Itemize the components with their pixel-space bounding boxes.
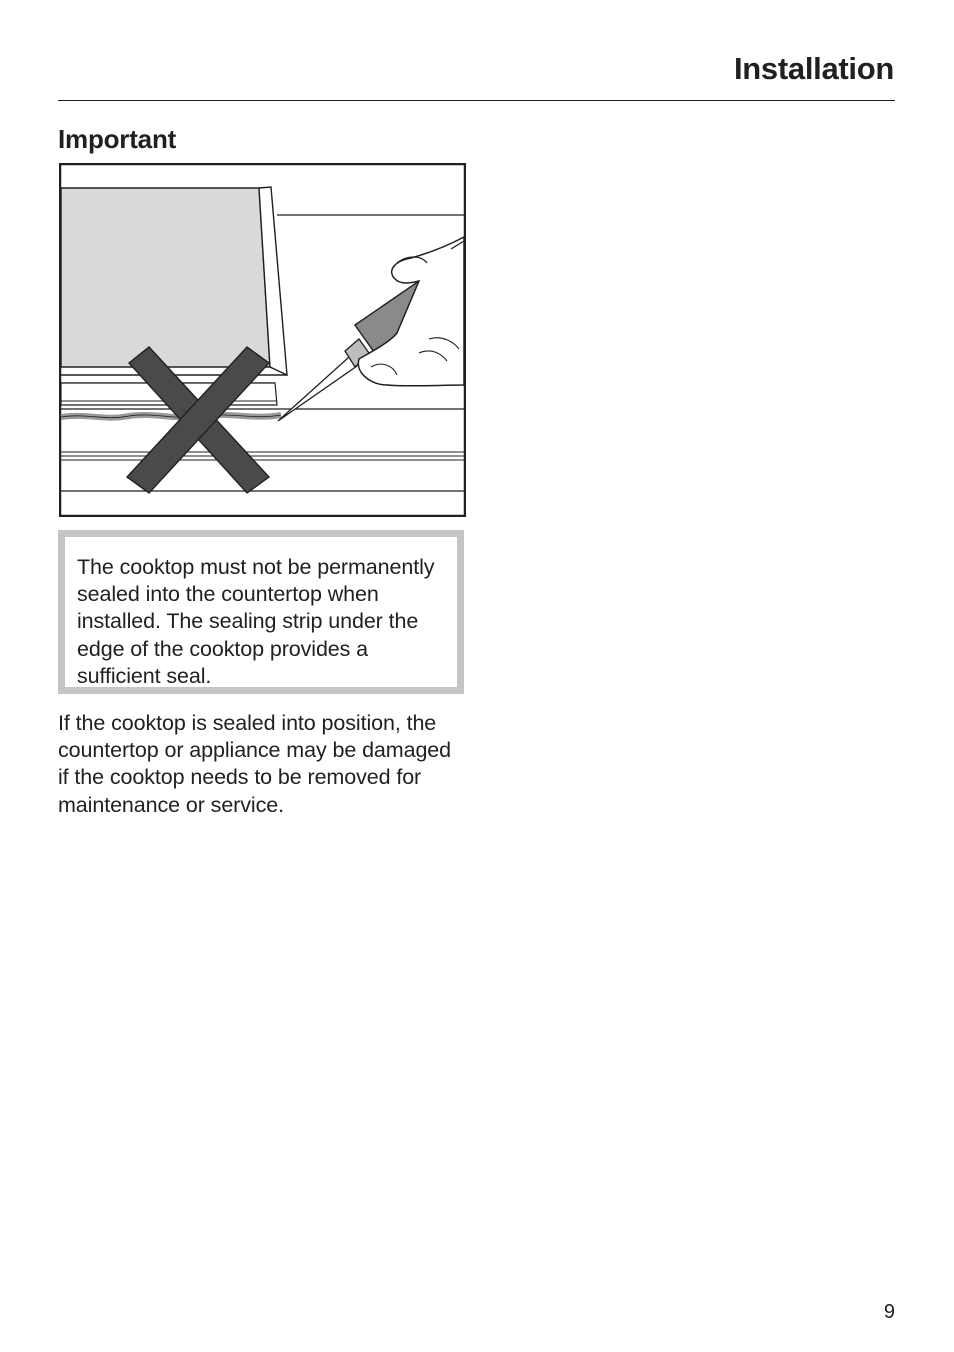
sealing-prohibited-illustration <box>59 163 466 517</box>
header-divider <box>58 100 895 101</box>
page-title: Installation <box>733 51 894 86</box>
warning-text: The cooktop must not be permanently sealed into the countertop when installed. The sealing strip under the edge of the cooktop provides a sufficient seal. <box>77 555 435 688</box>
body-paragraph: If the cooktop is sealed into position, the countertop or appliance may be damaged if the cooktop needs to be removed for maintenance or service. <box>58 711 452 817</box>
cooktop-sealing-icon <box>59 163 466 517</box>
page-number: 9 <box>883 1301 895 1323</box>
section-heading: Important <box>58 124 177 154</box>
warning-box <box>58 530 464 694</box>
